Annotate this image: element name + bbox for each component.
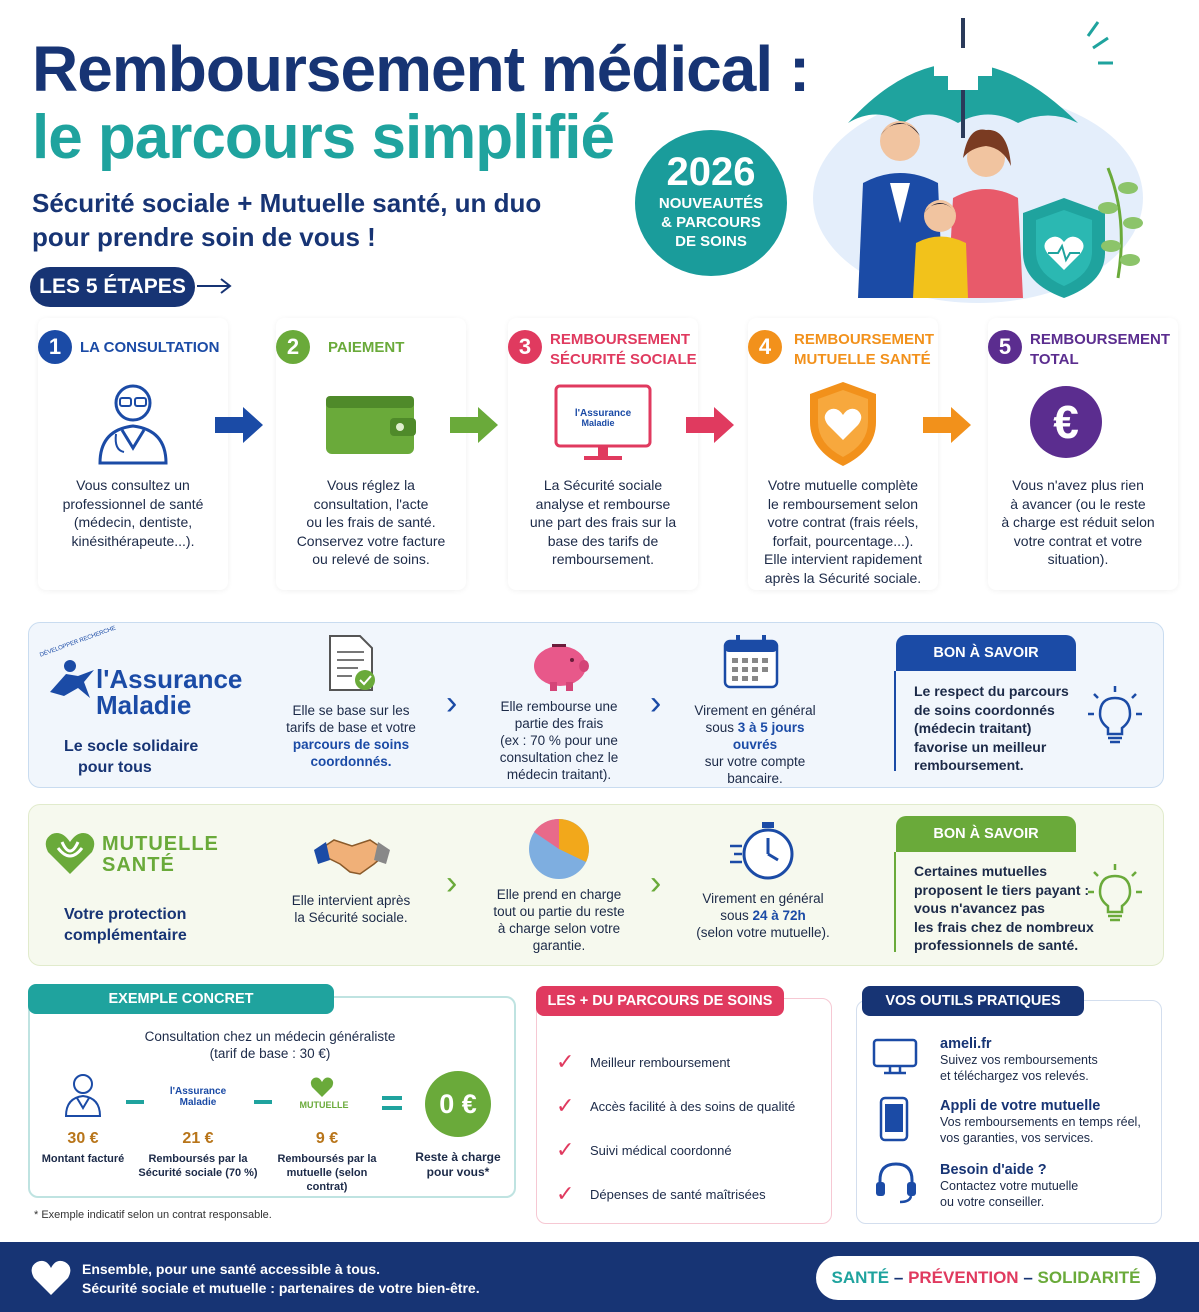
flow-arrow-4	[923, 405, 973, 445]
pie-chart-icon	[526, 816, 592, 882]
bon-a-savoir-label: BON À SAVOIR	[896, 816, 1076, 852]
step-2-paiement: 2 PAIEMENT Vous réglez la consultation, l'acte ou les frais de santé. Conservez votre facture ou relevé de soins.	[276, 318, 466, 590]
mini-mutuelle-heart-icon	[310, 1076, 334, 1098]
divider	[894, 671, 896, 771]
svg-text:€: €	[1053, 396, 1079, 448]
piggy-bank-icon	[528, 632, 592, 692]
step-4-title: REMBOURSEMENT MUTUELLE SANTÉ	[794, 331, 935, 368]
assurance-col2-text: Elle rembourse une partie des frais (ex : 70 % pour une consultation chez le médecin traitant).	[499, 699, 619, 782]
step-5-remboursement-total: 5 REMBOURSEMENT TOTAL € Vous n'avez plus rien à avancer (ou le reste à charge est réduit selon votre contrat et votre situation).	[988, 318, 1178, 590]
wallet-icon	[316, 378, 426, 468]
flow-arrow-2	[450, 405, 500, 445]
outils-tab: VOS OUTILS PRATIQUES	[862, 986, 1084, 1016]
monitor-assurance-icon	[548, 378, 658, 468]
exemple-concret-tab: EXEMPLE CONCRET	[28, 984, 334, 1014]
step-5-desc: Vous n'avez plus rien à avancer (ou le reste à charge est réduit selon votre contrat et votre situation).	[1001, 477, 1155, 567]
avantages-list	[556, 1040, 795, 1216]
mutuelle-col2-text: Elle prend en charge tout ou partie du reste à charge selon votre garantie.	[493, 887, 625, 953]
check-icon: ✓	[556, 1093, 575, 1118]
doctor-icon	[78, 378, 188, 468]
arrow-right-icon	[195, 276, 235, 296]
step-1-consultation: 1 LA CONSULTATION Vous consultez un professionnel de santé (médecin, dentiste, kinésithérapeute...).	[38, 318, 228, 590]
svg-text:DÉVELOPPER RECHERCHE: DÉVELOPPER RECHERCHE	[39, 625, 117, 659]
outil-ameli[interactable]: ameli.fr Suivez vos remboursements et téléchargez vos relevés.	[940, 1036, 1098, 1083]
flow-arrow-3	[686, 405, 736, 445]
assurance-tagline: Le socle solidaire pour tous	[64, 738, 199, 776]
chevron-right-icon: ›	[446, 864, 458, 902]
minus-sign	[254, 1100, 272, 1104]
handshake-icon	[312, 832, 392, 880]
bon-a-savoir-label: BON À SAVOIR	[896, 635, 1076, 671]
family-umbrella-illustration	[808, 8, 1180, 298]
outil-besoin-aide[interactable]: Besoin d'aide ? Contactez votre mutuelle ou votre conseiller.	[940, 1162, 1079, 1209]
exemple-item-3: 9 € Remboursés par la mutuelle (selon contrat)	[277, 1130, 377, 1193]
reste-a-charge-label: Reste à charge pour vous*	[415, 1150, 501, 1179]
list-item: ✓ Suivi médical coordonné	[556, 1137, 732, 1162]
assurance-bon-a-savoir-text: Le respect du parcours de soins coordonnés (médecin traitant) favorise un meilleur remboursement.	[914, 683, 1069, 773]
chevron-right-icon: ›	[650, 864, 662, 902]
mutuelle-bon-a-savoir-text: Certaines mutuelles proposent le tiers payant : vous n'avancez pas les frais chez de nombreux professionnels de santé.	[914, 863, 1094, 953]
check-icon: ✓	[556, 1137, 575, 1162]
footer-values-pill: SANTÉ – PRÉVENTION – SOLIDARITÉ	[816, 1256, 1156, 1300]
assurance-logo-text: l'Assurance Maladie	[96, 664, 243, 720]
mini-assurance-logo: l'Assurance Maladie	[169, 1086, 227, 1108]
chevron-right-icon: ›	[650, 684, 662, 722]
exemple-item-1: 30 € Montant facturé	[41, 1130, 125, 1165]
step-3-title: REMBOURSEMENT SÉCURITÉ SOCIALE	[550, 331, 697, 368]
chevron-right-icon: ›	[446, 684, 458, 722]
stopwatch-icon	[728, 820, 796, 882]
svg-text:Maladie: Maladie	[581, 418, 615, 428]
calendar-icon	[722, 633, 780, 691]
steps-pill: LES 5 ÉTAPES	[30, 267, 195, 307]
heart-icon	[30, 1259, 72, 1297]
step-5-title: REMBOURSEMENT TOTAL	[1030, 331, 1171, 368]
page-subtitle: Sécurité sociale + Mutuelle santé, un duo pour prendre soin de vous !	[32, 188, 542, 252]
step-3-remboursement-secu: 3 REMBOURSEMENT SÉCURITÉ SOCIALE l'Assurance Maladie La Sécurité sociale analyse et rembourse une part des frais sur la base des tarifs de remboursement.	[508, 318, 698, 590]
smartphone-icon	[878, 1096, 910, 1142]
euro-icon	[1028, 378, 1138, 468]
page-title-line1: Remboursement médical :	[32, 33, 810, 105]
mutuelle-col3-text: Virement en général sous 24 à 72h (selon votre mutuelle).	[696, 891, 830, 940]
svg-text:l'Assurance: l'Assurance	[574, 408, 632, 419]
step-1-desc: Vous consultez un professionnel de santé (médecin, dentiste, kinésithérapeute...).	[62, 477, 204, 549]
avantages-tab: LES + DU PARCOURS DE SOINS	[536, 986, 784, 1016]
divider	[894, 852, 896, 952]
doctor-small-icon	[62, 1072, 104, 1118]
shield-heart-icon	[788, 378, 898, 468]
mini-mutuelle-logo: MUTUELLE	[299, 1100, 349, 1110]
outil-appli-mutuelle[interactable]: Appli de votre mutuelle Vos remboursements en temps réel, vos garanties, vos services.	[940, 1098, 1141, 1145]
step-4-desc: Votre mutuelle complète le remboursement selon votre contrat (frais réels, forfait, pourcentage...). Elle intervient rapidement après la Sécurité sociale.	[764, 477, 922, 586]
list-item: ✓ Dépenses de santé maîtrisées	[556, 1181, 766, 1206]
step-2-desc: Vous réglez la consultation, l'acte ou les frais de santé. Conservez votre facture ou relevé de soins.	[296, 477, 446, 567]
mutuelle-logo-text: MUTUELLE SANTÉ	[102, 833, 219, 876]
lightbulb-icon	[1086, 862, 1144, 924]
check-icon: ✓	[556, 1049, 575, 1074]
document-check-icon	[324, 632, 378, 694]
mutuelle-heart-logo-icon	[44, 830, 96, 876]
page-title-line2: le parcours simplifié	[32, 103, 614, 172]
computer-icon	[872, 1038, 918, 1076]
step-2-title: PAIEMENT	[328, 339, 405, 356]
equals-sign-bottom	[382, 1106, 402, 1110]
exemple-item-2: 21 € Remboursés par la Sécurité sociale (70 %)	[138, 1130, 258, 1179]
footer-message: Ensemble, pour une santé accessible à tous. Sécurité sociale et mutuelle : partenaires de votre bien-être.	[82, 1261, 480, 1296]
badge-2026: 2026 NOUVEAUTÉS & PARCOURS DE SOINS	[635, 130, 787, 276]
step-4-remboursement-mutuelle: 4 REMBOURSEMENT MUTUELLE SANTÉ Votre mutuelle complète le remboursement selon votre contrat (frais réels, forfait, pourcentage...). Elle intervient rapidement après la Sécurité sociale.	[748, 318, 938, 590]
assurance-col3-text: Virement en général sous 3 à 5 jours ouvrés sur votre compte bancaire.	[694, 703, 816, 786]
list-item: ✓ Accès facilité à des soins de qualité	[556, 1093, 796, 1118]
headset-icon	[874, 1160, 918, 1204]
mutuelle-col1-text: Elle intervient après la Sécurité sociale.	[291, 893, 411, 925]
list-item: ✓ Meilleur remboursement	[556, 1049, 731, 1074]
mutuelle-tagline: Votre protection complémentaire	[64, 906, 187, 944]
equals-sign-top	[382, 1096, 402, 1100]
reste-a-charge-circle: 0 €	[425, 1071, 491, 1137]
footnote: * Exemple indicatif selon un contrat responsable.	[34, 1209, 272, 1221]
lightbulb-icon	[1086, 684, 1144, 746]
exemple-intro: Consultation chez un médecin généraliste (tarif de base : 30 €)	[144, 1029, 396, 1061]
flow-arrow-1	[215, 405, 265, 445]
step-3-desc: La Sécurité sociale analyse et rembourse une part des frais sur la base des tarifs de remboursement.	[529, 477, 677, 567]
check-icon: ✓	[556, 1181, 575, 1206]
minus-sign	[126, 1100, 144, 1104]
step-1-title: LA CONSULTATION	[80, 339, 220, 356]
assurance-col1-text: Elle se base sur les tarifs de base et votre parcours de soins coordonnés.	[286, 703, 416, 769]
